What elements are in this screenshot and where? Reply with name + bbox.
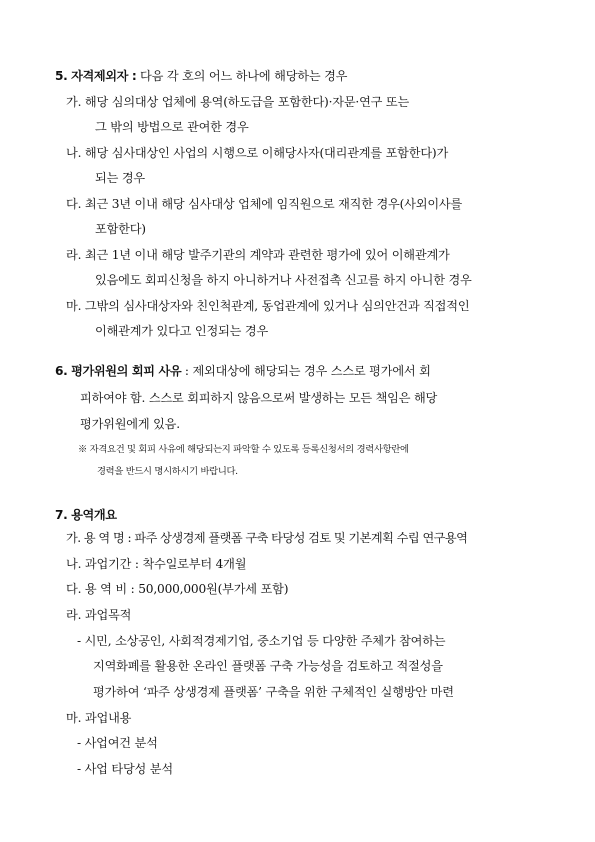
section-5-item-ma: 마. 그밖의 심사대상자와 친인척관계, 동업관계에 있거나 심의안건과 직접적인 bbox=[66, 299, 470, 313]
section-7-purpose-line-2: 지역화폐를 활용한 온라인 플랫폼 구축 가능성을 검토하고 적절성을 bbox=[93, 659, 443, 673]
section-7-service-name: 가. 용 역 명 : 파주 상생경제 플랫폼 구축 타당성 검토 및 기본계획 수립 연구용역 bbox=[66, 531, 468, 545]
section-5-title: 5. 자격제외자 : bbox=[55, 69, 137, 83]
section-6-title: 6. 평가위원의 회피 사유 bbox=[55, 364, 182, 378]
section-6-line-2: 피하여야 함. 스스로 회피하지 않음으로써 발생하는 모든 책임은 해당 bbox=[80, 391, 438, 405]
section-5-item-da-cont: 포함한다) bbox=[95, 222, 146, 236]
section-7-title: 7. 용역개요 bbox=[55, 508, 117, 522]
section-6-heading bbox=[55, 363, 431, 379]
section-5-item-ra-cont: 있음에도 회피신청을 하지 아니하거나 사전접촉 신고를 하지 아니한 경우 bbox=[95, 273, 472, 287]
section-7-content-label: 마. 과업내용 bbox=[66, 711, 132, 725]
section-7-content-item-2: - 사업 타당성 분석 bbox=[77, 762, 173, 776]
section-5-item-ga-cont: 그 밖의 방법으로 관여한 경우 bbox=[95, 120, 249, 134]
section-6-line-3: 평가위원에게 있음. bbox=[80, 417, 180, 431]
section-5-intro: 다음 각 호의 어느 하나에 해당하는 경우 bbox=[136, 69, 348, 83]
section-6-line-1: : 제외대상에 해당되는 경우 스스로 평가에서 회 bbox=[181, 364, 431, 378]
section-6-note-2: 경력을 반드시 명시하시기 바랍니다. bbox=[97, 466, 238, 477]
section-5-item-na-cont: 되는 경우 bbox=[95, 171, 145, 185]
section-5-item-ga: 가. 해당 심의대상 업체에 용역(하도급을 포함한다)·자문·연구 또는 bbox=[66, 95, 410, 109]
section-7-purpose-line-3: 평가하여 ‘파주 상생경제 플랫폼’ 구축을 위한 구체적인 실행방안 마련 bbox=[93, 685, 454, 699]
section-5-item-da: 다. 최근 3년 이내 해당 심사대상 업체에 임직원으로 재직한 경우(사외이사를 bbox=[66, 197, 463, 211]
section-5-item-ra: 라. 최근 1년 이내 해당 발주기관의 계약과 관련한 평가에 있어 이해관계가 bbox=[66, 248, 450, 262]
section-7-purpose-line-1: - 시민, 소상공인, 사회적경제기업, 중소기업 등 다양한 주체가 참여하는 bbox=[77, 634, 446, 648]
section-7-purpose-label: 라. 과업목적 bbox=[66, 608, 132, 622]
section-5-item-na: 나. 해당 심사대상인 사업의 시행으로 이해당사자(대리관계를 포함한다)가 bbox=[66, 146, 449, 160]
section-5-heading bbox=[55, 68, 347, 84]
section-6-note-1: ※ 자격요건 및 회피 사유에 해당되는지 파악할 수 있도록 등록신청서의 경력사항란에 bbox=[78, 444, 409, 455]
section-7-period: 나. 과업기간 : 착수일로부터 4개월 bbox=[66, 557, 247, 571]
section-7-content-item-1: - 사업여건 분석 bbox=[77, 736, 158, 750]
section-5-item-ma-cont: 이해관계가 있다고 인정되는 경우 bbox=[95, 324, 269, 338]
section-7-cost: 다. 용 역 비 : 50,000,000원(부가세 포함) bbox=[66, 582, 289, 596]
